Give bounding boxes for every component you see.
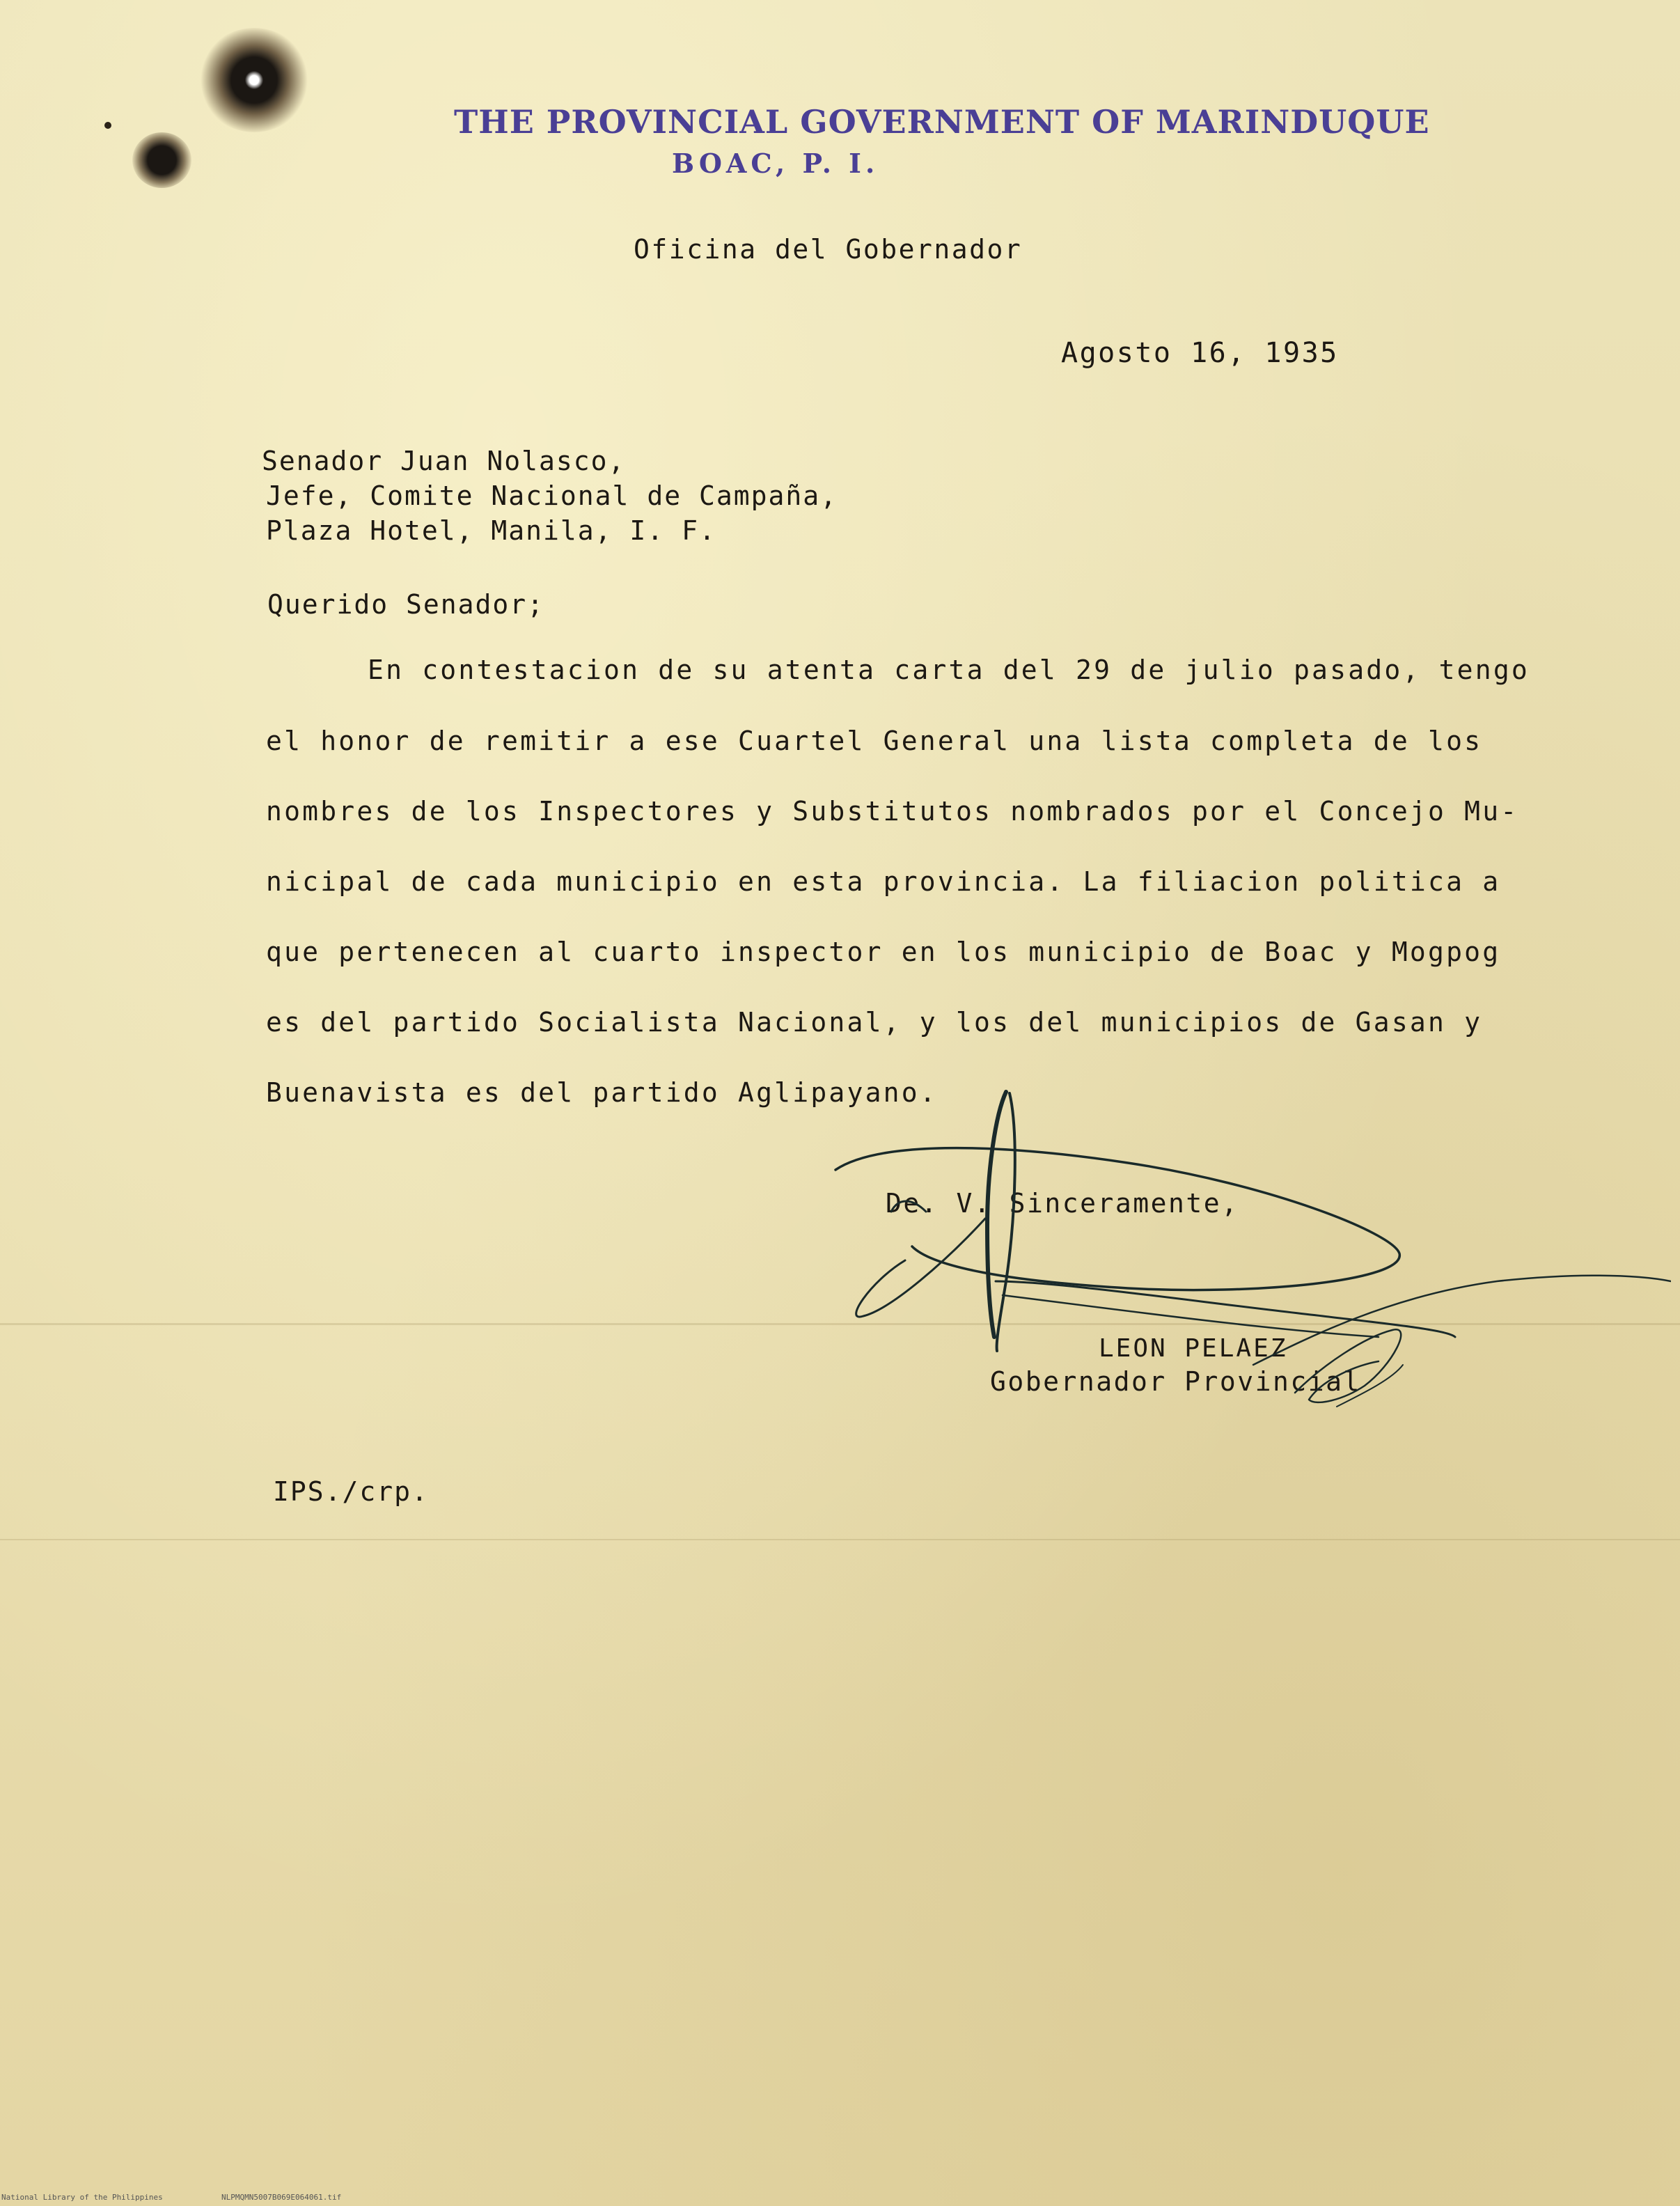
letterhead-title: THE PROVINCIAL GOVERNMENT OF MARINDUQUE [454,103,1430,141]
letterhead-location: BOAC, P. I. [672,148,879,179]
burn-mark [132,132,191,188]
body-line: nombres de los Inspectores y Substitutos nombrados por el Concejo Mu- [266,796,1519,827]
office-heading: Oficina del Gobernador [634,234,1023,265]
body-line: que pertenecen al cuarto inspector en los municipio de Boac y Mogpog [266,937,1501,967]
handwritten-signature [766,1072,1671,1448]
burn-mark [198,28,310,132]
body-line: nicipal de cada municipio en esta provincia. La filiacion politica a [266,866,1501,897]
reference-initials: IPS./crp. [273,1476,429,1507]
body-line: el honor de remitir a ese Cuartel General una lista completa de los [266,726,1483,756]
paper-fold [0,1539,1680,1540]
closing: De. V. Sinceramente, [886,1188,1239,1219]
body-line: En contestacion de su atenta carta del 29 de julio pasado, tengo [368,655,1530,685]
footer-library: National Library of the Philippines [1,2193,163,2202]
footer-file-id: NLPMQMN5007B069E064061.tif [221,2193,342,2202]
body-line: Buenavista es del partido Aglipayano. [266,1077,938,1108]
body-line: es del partido Socialista Nacional, y los del municipios de Gasan y [266,1007,1483,1038]
salutation: Querido Senador; [267,589,545,620]
recipient-line: Senador Juan Nolasco, [262,446,626,476]
recipient-line: Plaza Hotel, Manila, I. F. [266,515,716,546]
letter-date: Agosto 16, 1935 [1061,337,1339,369]
signatory-title: Gobernador Provincial [990,1366,1361,1397]
burn-mark [104,122,111,129]
recipient-line: Jefe, Comite Nacional de Campaña, [266,480,838,511]
signatory-name: LEON PELAEZ [1099,1334,1288,1363]
